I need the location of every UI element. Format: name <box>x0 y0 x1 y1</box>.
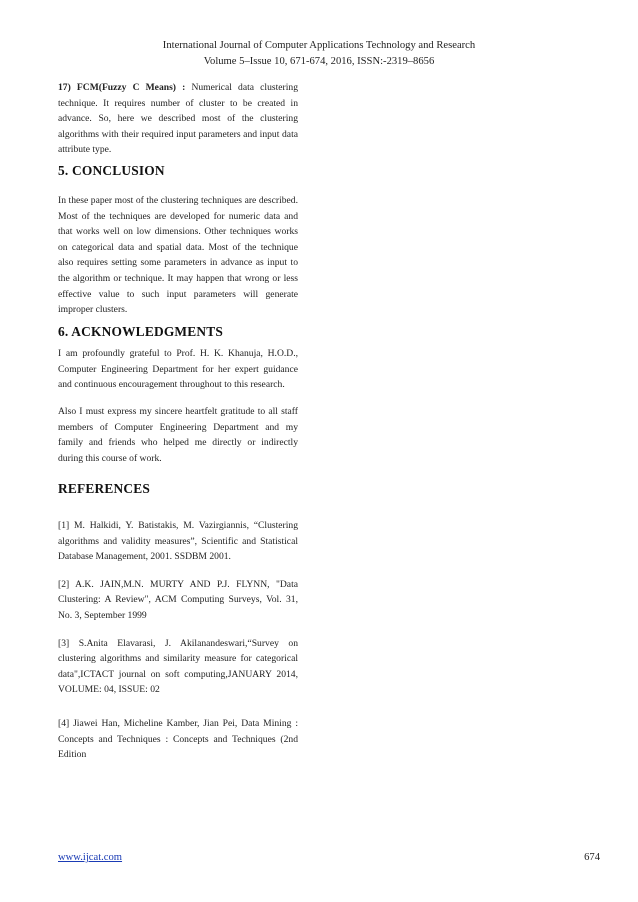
section-17-paragraph <box>58 80 298 158</box>
reference-item: [1] M. Halkidi, Y. Batistakis, M. Vazirgiannis, “Clustering algorithms and validity measures”, Scientific and Statistical Database Management, 2001. SSDBM 2001. <box>58 520 298 563</box>
acknowledgments-paragraph-1 <box>58 346 298 393</box>
section-17-body: Numerical data clustering technique. It requires number of cluster to be created in advance. So, here we described most of the clustering algorithms with their required input parameters and input data attribute type. <box>58 82 298 156</box>
conclusion-body: In these paper most of the clustering techniques are described. Most of the techniques are developed for numeric data and that works well on low dimensions. Other techniques works on categorical data and spatial data. Most of the technique also requires setting some parameters in advance as input to the algorithm or technique. It may happen that wrong or less effective value to such input parameters will generate improper clusters. <box>58 195 298 316</box>
journal-header <box>0 38 638 70</box>
conclusion-heading: 5. CONCLUSION <box>58 163 165 178</box>
acknowledgments-paragraph-2 <box>58 404 298 466</box>
journal-website-link[interactable]: www.ijcat.com <box>58 852 123 863</box>
section-17-lead: 17) FCM(Fuzzy C Means) : <box>58 82 186 93</box>
reference-item: [3] S.Anita Elavarasi, J. Akilanandeswari,“Survey on clustering algorithms and similarity measure for categorical data",ICTACT journal on soft computing,JANUARY 2014, VOLUME: 04, ISSUE: 02 <box>58 637 298 696</box>
page-number: 674 <box>584 852 600 863</box>
acknowledgments-body-1: I am profoundly grateful to Prof. H. K. Khanuja, H.O.D., Computer Engineering Department for her expert guidance and continuous encouragement throughout to this research. <box>58 348 298 391</box>
acknowledgments-heading: 6. ACKNOWLEDGMENTS <box>58 324 224 339</box>
journal-volume: Volume 5–Issue 10, 671-674, 2016, ISSN:-2319–8656 <box>203 56 435 67</box>
reference-item: [2] A.K. JAIN,M.N. MURTY AND P.J. FLYNN, "Data Clustering: A Review", ACM Computing Surveys, Vol. 31, No. 3, September 1999 <box>58 578 298 621</box>
reference-item: [4] Jiawei Han, Micheline Kamber, Jian Pei, Data Mining : Concepts and Techniques : Concepts and Techniques (2nd Edition <box>58 717 298 761</box>
conclusion-paragraph <box>58 193 298 318</box>
references-list <box>58 518 298 775</box>
references-heading: REFERENCES <box>58 481 151 496</box>
journal-title: International Journal of Computer Applications Technology and Research <box>162 40 476 51</box>
acknowledgments-body-2: Also I must express my sincere heartfelt gratitude to all staff members of Computer Engineering Department and my family and friends who helped me directly or indirectly during this course of work. <box>58 406 298 464</box>
